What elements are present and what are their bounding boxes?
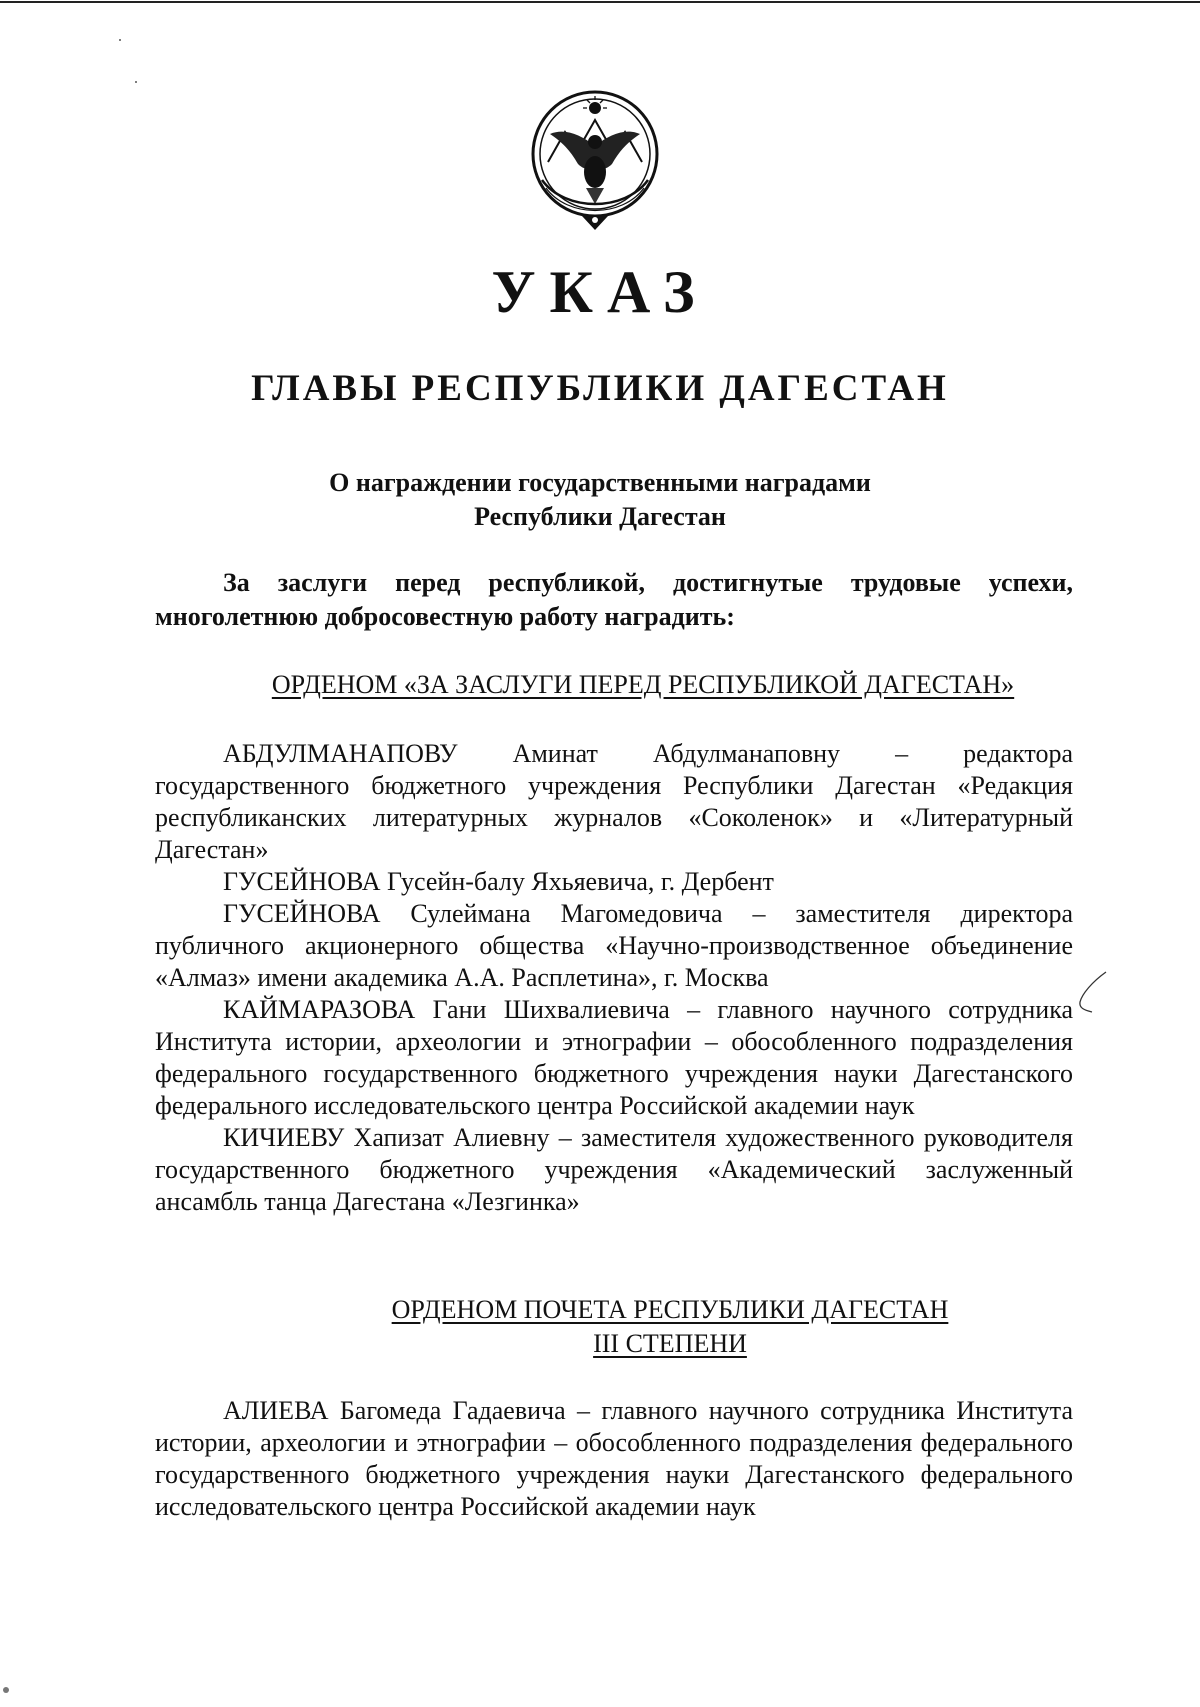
section-heading-line: ОРДЕНОМ «ЗА ЗАСЛУГИ ПЕРЕД РЕСПУБЛИКОЙ ДАГЕСТАН» <box>271 670 1015 699</box>
awardee-entry: АБДУЛМАНАПОВУ Аминат Абдулманаповну – редактора государственного бюджетного учреждения Республики Дагестан «Редакция республиканских литературных журналов «Соколенок» и «Литературный Дагестан» <box>155 739 1073 864</box>
subject-line: О награждении государственными наградами <box>329 468 871 497</box>
section-heading-line: ОРДЕНОМ ПОЧЕТА РЕСПУБЛИКИ ДАГЕСТАН <box>391 1295 949 1324</box>
awardee-entry: ГУСЕЙНОВА Сулеймана Магомедовича – заместителя директора публичного акционерного общества «Научно-производственное объединение «Алмаз» имени академика А.А. Расплетина», г. Москва <box>155 899 1073 992</box>
document-subtitle: ГЛАВЫ РЕСПУБЛИКИ ДАГЕСТАН <box>251 368 949 409</box>
decree-preamble: За заслуги перед республикой, достигнутые трудовые успехи, многолетнюю добросовестную работу наградить: <box>155 568 1073 631</box>
awardee-entry: КАЙМАРАЗОВА Гани Шихвалиевича – главного научного сотрудника Института истории, археологии и этнографии – обособленного подразделения федерального государственного бюджетного учреждения науки Дагестанского федерального исследовательского центра Российской академии наук <box>155 995 1073 1120</box>
document-title: УКАЗ <box>491 259 709 325</box>
awardee-entry: ГУСЕЙНОВА Гусейн-балу Яхьяевича, г. Дербент <box>223 867 774 896</box>
section-heading-line: III СТЕПЕНИ <box>593 1329 747 1358</box>
awardee-entry: КИЧИЕВУ Хапизат Алиевну – заместителя художественного руководителя государственного бюджетного учреждения «Академический заслуженный ансамбль танца Дагестана «Лезгинка» <box>155 1123 1073 1216</box>
subject-line: Республики Дагестан <box>474 502 726 531</box>
awardee-entry: АЛИЕВА Багомеда Гадаевича – главного научного сотрудника Института истории, археологии и этнографии – обособленного подразделения федерального государственного бюджетного учреждения науки Дагестанского федерального исследовательского центра Российской академии наук <box>155 1396 1073 1521</box>
